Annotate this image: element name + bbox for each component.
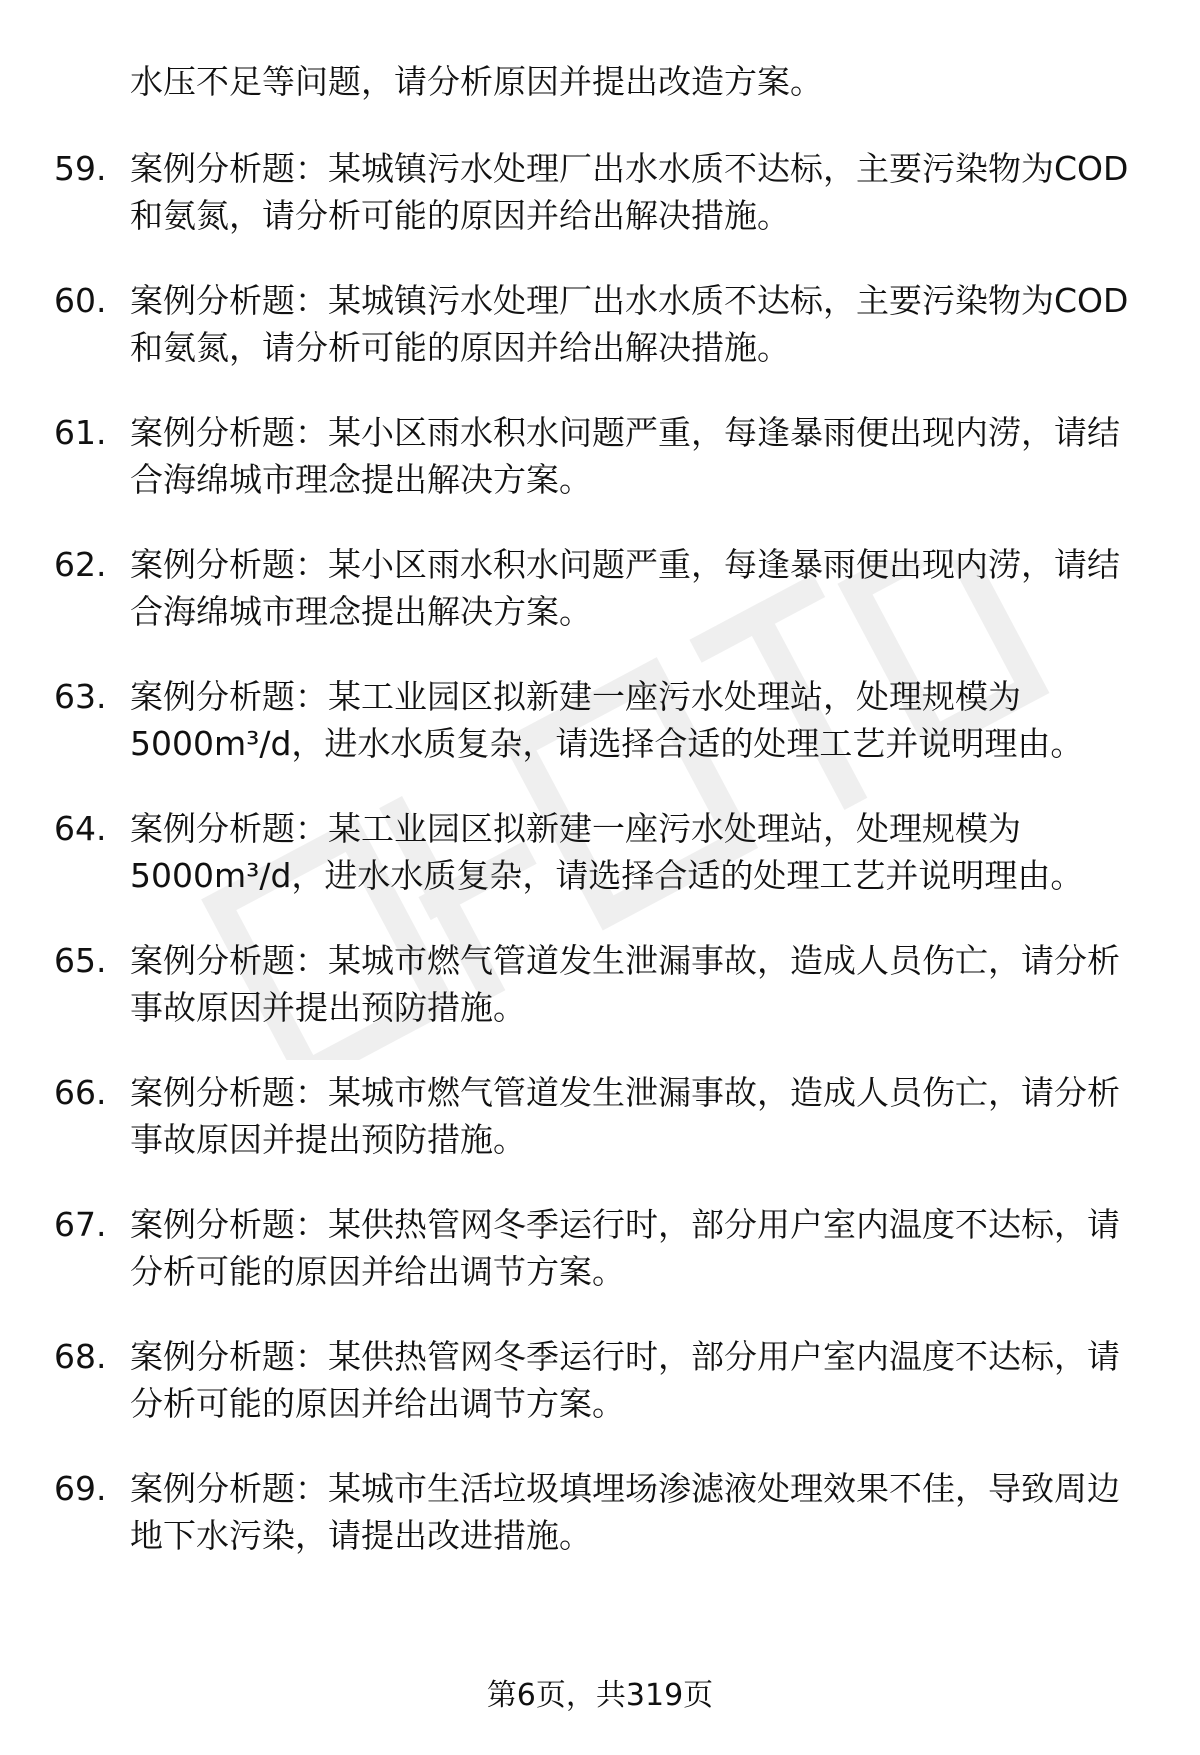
question-number: 62. xyxy=(54,545,107,584)
question-number: 69. xyxy=(54,1469,107,1508)
question-number: 66. xyxy=(54,1073,107,1112)
question-text: 案例分析题：某小区雨水积水问题严重，每逢暴雨便出现内涝，请结合海绵城市理念提出解决方案。 xyxy=(130,545,1120,631)
question-item xyxy=(0,541,1140,635)
continuation-text: 水压不足等问题，请分析原因并提出改造方案。 xyxy=(130,62,823,101)
question-item xyxy=(0,1333,1140,1427)
question-number: 68. xyxy=(54,1337,107,1376)
question-text: 案例分析题：某城镇污水处理厂出水水质不达标，主要污染物为COD和氨氮，请分析可能的原因并给出解决措施。 xyxy=(130,149,1129,235)
question-number: 63. xyxy=(54,677,107,716)
question-text: 案例分析题：某工业园区拟新建一座污水处理站，处理规模为5000m³/d，进水水质复杂，请选择合适的处理工艺并说明理由。 xyxy=(130,677,1084,763)
question-text: 案例分析题：某城市生活垃圾填埋场渗滤液处理效果不佳，导致周边地下水污染，请提出改进措施。 xyxy=(130,1469,1120,1555)
question-text: 案例分析题：某工业园区拟新建一座污水处理站，处理规模为5000m³/d，进水水质复杂，请选择合适的处理工艺并说明理由。 xyxy=(130,809,1084,895)
question-item xyxy=(0,805,1140,899)
question-item xyxy=(0,145,1140,239)
question-item xyxy=(0,1069,1140,1163)
question-list xyxy=(0,145,1200,1597)
question-number: 60. xyxy=(54,281,107,320)
question-number: 65. xyxy=(54,941,107,980)
question-number: 64. xyxy=(54,809,107,848)
question-item xyxy=(0,673,1140,767)
page-footer: 第6页，共319页 xyxy=(486,1678,714,1713)
question-text: 案例分析题：某小区雨水积水问题严重，每逢暴雨便出现内涝，请结合海绵城市理念提出解决方案。 xyxy=(130,413,1120,499)
question-text: 案例分析题：某城镇污水处理厂出水水质不达标，主要污染物为COD和氨氮，请分析可能的原因并给出解决措施。 xyxy=(130,281,1129,367)
question-text: 案例分析题：某城市燃气管道发生泄漏事故，造成人员伤亡，请分析事故原因并提出预防措施。 xyxy=(130,941,1120,1027)
question-text: 案例分析题：某供热管网冬季运行时，部分用户室内温度不达标，请分析可能的原因并给出调节方案。 xyxy=(130,1337,1120,1423)
question-number: 61. xyxy=(54,413,107,452)
question-number: 67. xyxy=(54,1205,107,1244)
question-number: 59. xyxy=(54,149,107,188)
question-item xyxy=(0,409,1140,503)
question-text: 案例分析题：某供热管网冬季运行时，部分用户室内温度不达标，请分析可能的原因并给出调节方案。 xyxy=(130,1205,1120,1291)
question-item xyxy=(0,277,1140,371)
question-text: 案例分析题：某城市燃气管道发生泄漏事故，造成人员伤亡，请分析事故原因并提出预防措施。 xyxy=(130,1073,1120,1159)
question-item xyxy=(0,937,1140,1031)
question-item xyxy=(0,1201,1140,1295)
question-item xyxy=(0,1465,1140,1559)
